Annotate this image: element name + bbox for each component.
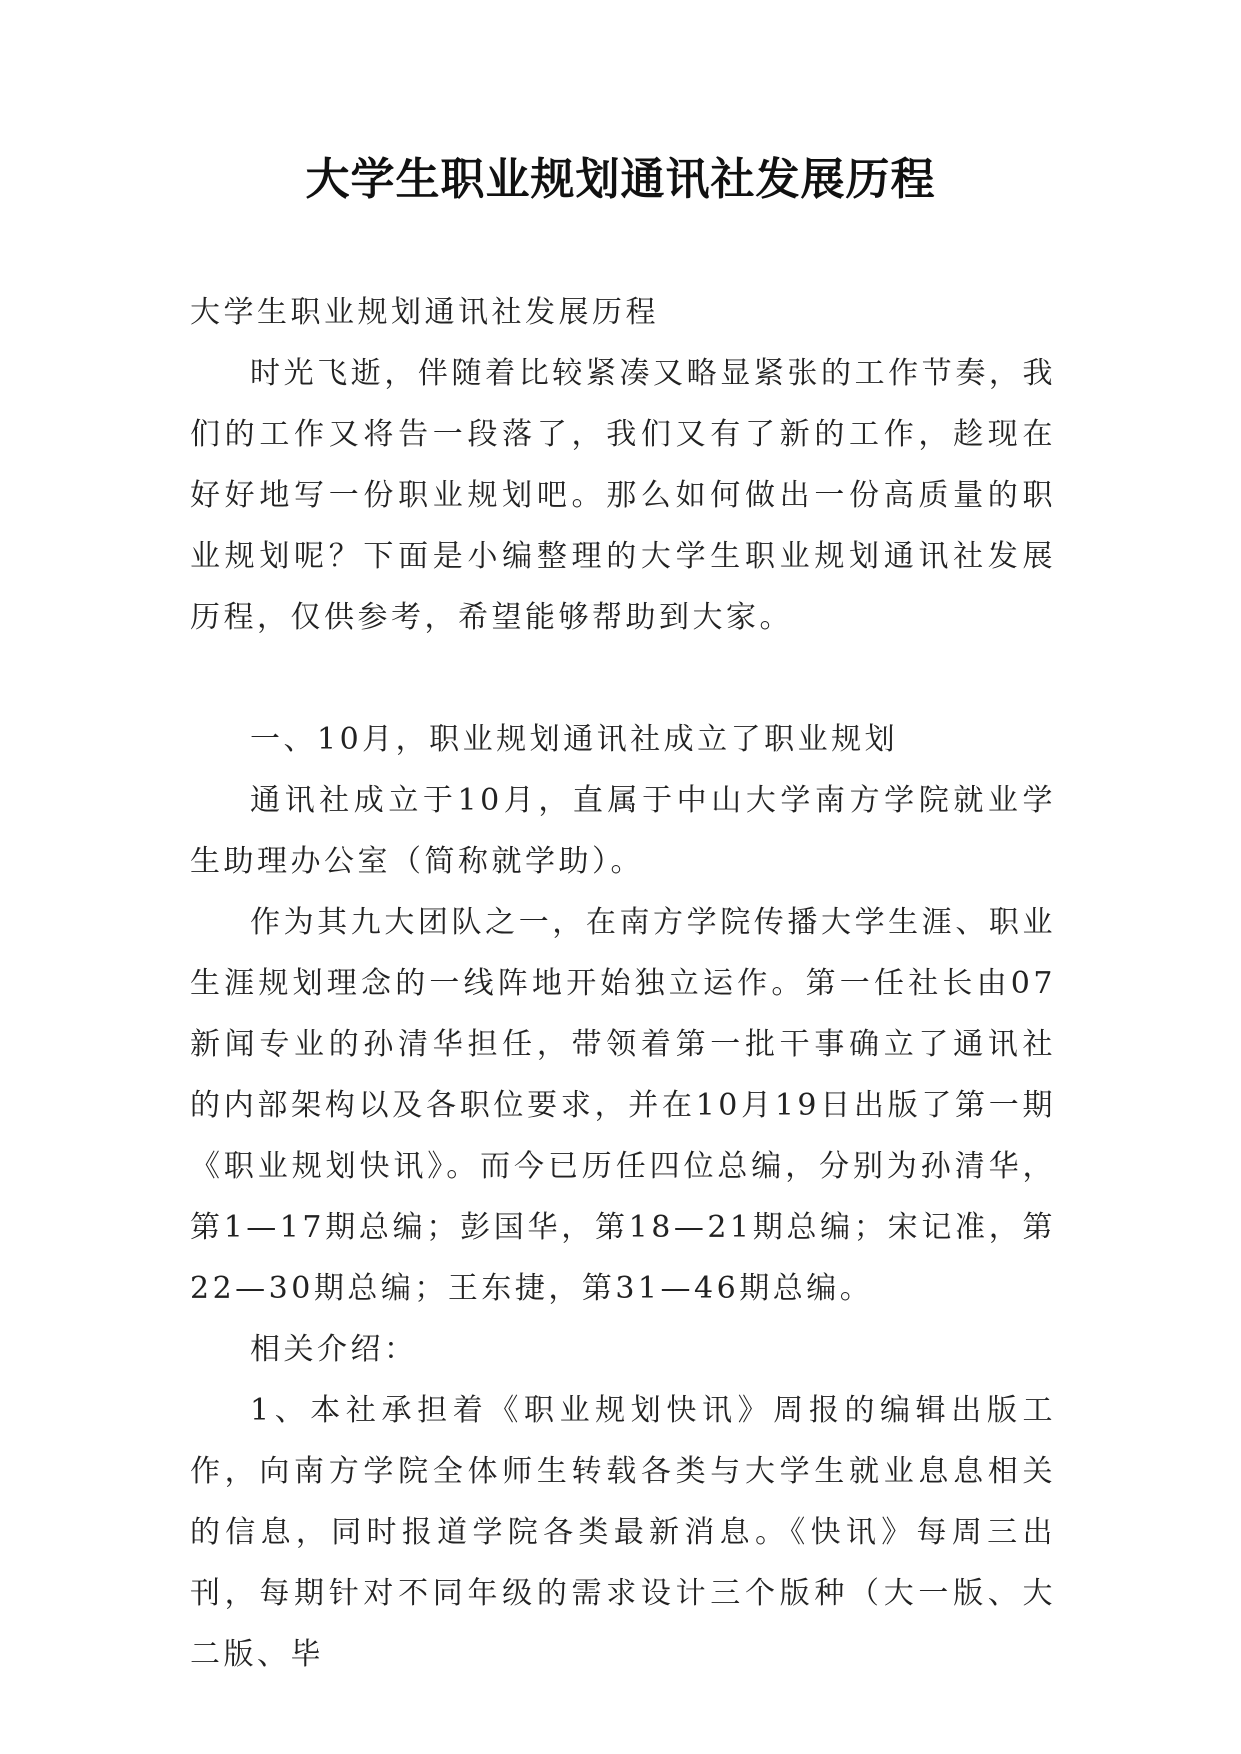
section-heading: 一、10月，职业规划通讯社成立了职业规划 <box>250 722 899 757</box>
document-subtitle: 大学生职业规划通讯社发展历程 <box>190 295 659 330</box>
related-heading: 相关介绍： <box>250 1332 418 1367</box>
intro-paragraph: 时光飞逝，伴随着比较紧凑又略显紧张的工作节奏，我们的工作又将告一段落了，我们又有了新的工作，趁现在好好地写一份职业规划吧。那么如何做出一份高质量的职业规划呢？下面是小编整理的大学生职业规划通讯社发展历程，仅供参考，希望能够帮助到大家。 <box>190 356 1056 635</box>
document-title: 大学生职业规划通讯社发展历程 <box>305 154 936 205</box>
body-paragraph-history: 作为其九大团队之一，在南方学院传播大学生涯、职业生涯规划理念的一线阵地开始独立运作。第一任社长由07新闻专业的孙清华担任，带领着第一批干事确立了通讯社的内部架构以及各职位要求，并在10月19日出版了第一期《职业规划快讯》。而今已历任四位总编，分别为孙清华，第1—17期总编；彭国华，第18—21期总编；宋记准，第22—30期总编；王东捷，第31—46期总编。 <box>190 905 1056 1306</box>
paragraph-spacer <box>190 648 1056 709</box>
body-paragraph-founding: 通讯社成立于10月，直属于中山大学南方学院就业学生助理办公室（简称就学助）。 <box>190 783 1056 879</box>
document-body <box>190 282 1056 1685</box>
body-paragraph-duties: 1、本社承担着《职业规划快讯》周报的编辑出版工作，向南方学院全体师生转载各类与大学生就业息息相关的信息，同时报道学院各类最新消息。《快讯》每周三出刊，每期针对不同年级的需求设计三个版种（大一版、大二版、毕 <box>190 1393 1056 1672</box>
